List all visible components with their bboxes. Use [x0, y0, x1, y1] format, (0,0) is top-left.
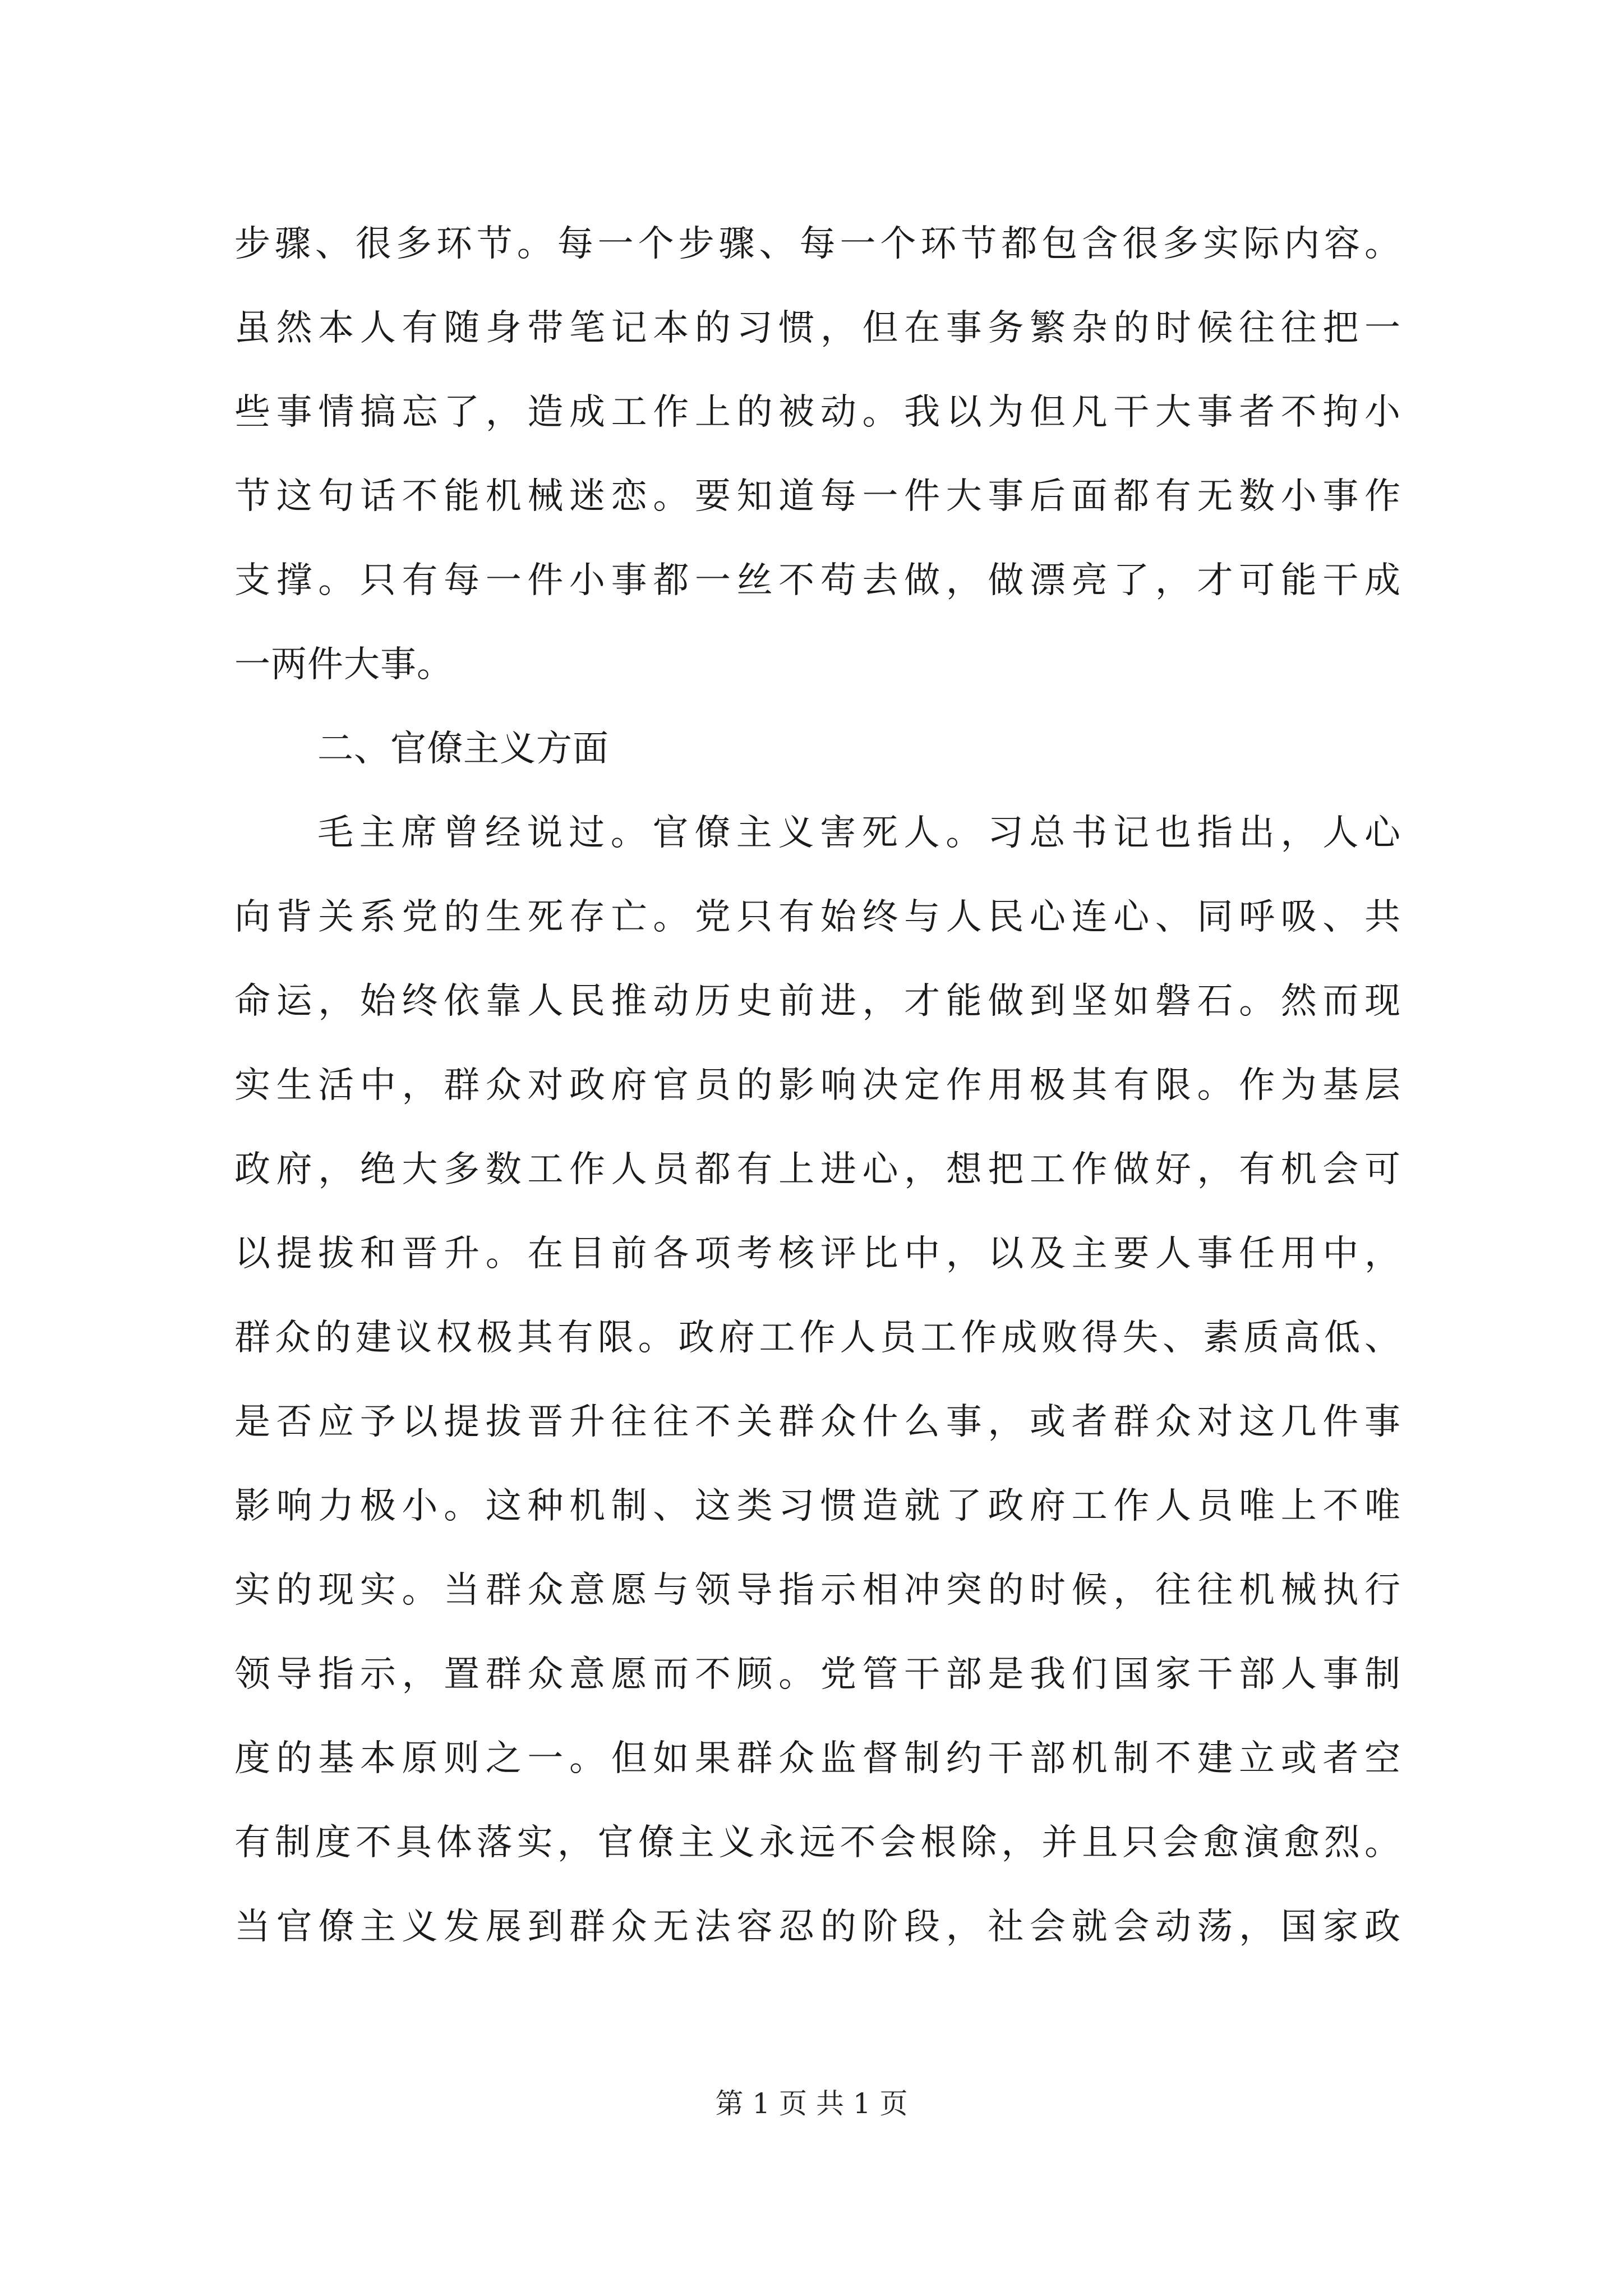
body-line: 政府，绝大多数工作人员都有上进心，想把工作做好，有机会可 — [234, 1149, 1401, 1190]
body-line: 支撑。只有每一件小事都一丝不苟去做，做漂亮了，才可能干成 — [234, 560, 1401, 601]
body-line: 是否应予以提拔晋升往往不关群众什么事，或者群众对这几件事 — [234, 1401, 1401, 1443]
body-line: 领导指示，置群众意愿而不顾。党管干部是我们国家干部人事制 — [234, 1654, 1401, 1695]
body-line: 节这句话不能机械迷恋。要知道每一件大事后面都有无数小事作 — [234, 476, 1401, 517]
body-line: 当官僚主义发展到群众无法容忍的阶段，社会就会动荡，国家政 — [234, 1906, 1401, 1948]
body-line: 向背关系党的生死存亡。党只有始终与人民心连心、同呼吸、共 — [234, 896, 1401, 938]
body-line: 群众的建议权极其有限。政府工作人员工作成败得失、素质高低、 — [234, 1317, 1401, 1359]
body-line: 命运，始终依靠人民推动历史前进，才能做到坚如磐石。然而现 — [234, 981, 1401, 1022]
body-line: 一两件大事。 — [234, 644, 453, 685]
page-number-footer: 第 1 页 共 1 页 — [715, 2087, 908, 2120]
body-line: 虽然本人有随身带笔记本的习惯，但在事务繁杂的时候往往把一 — [234, 307, 1401, 349]
body-line: 毛主席曾经说过。官僚主义害死人。习总书记也指出，人心 — [317, 812, 1401, 854]
body-line: 实生活中，群众对政府官员的影响决定作用极其有限。作为基层 — [234, 1065, 1401, 1106]
body-line: 步骤、很多环节。每一个步骤、每一个环节都包含很多实际内容。 — [234, 223, 1401, 265]
body-line: 些事情搞忘了，造成工作上的被动。我以为但凡干大事者不拘小 — [234, 392, 1401, 433]
body-line: 以提拔和晋升。在目前各项考核评比中，以及主要人事任用中， — [234, 1233, 1401, 1274]
body-line: 实的现实。当群众意愿与领导指示相冲突的时候，往往机械执行 — [234, 1570, 1401, 1611]
body-line: 度的基本原则之一。但如果群众监督制约干部机制不建立或者空 — [234, 1738, 1401, 1779]
body-line: 有制度不具体落实，官僚主义永远不会根除，并且只会愈演愈烈。 — [234, 1822, 1401, 1864]
body-line: 影响力极小。这种机制、这类习惯造就了政府工作人员唯上不唯 — [234, 1485, 1401, 1527]
section-heading: 二、官僚主义方面 — [317, 728, 609, 770]
document-body — [234, 202, 1401, 1969]
